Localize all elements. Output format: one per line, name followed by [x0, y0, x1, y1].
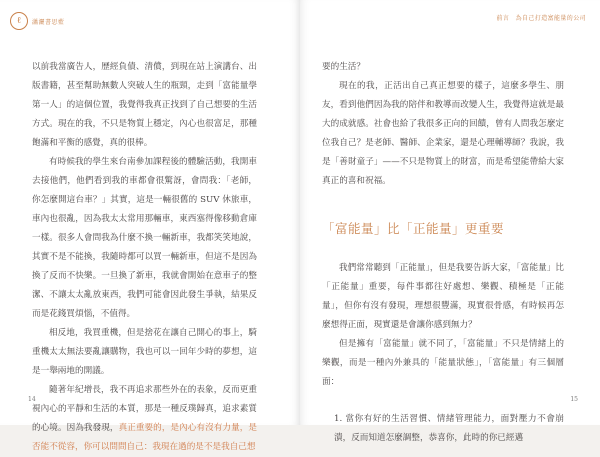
right-paragraph-2: 現在的我，正活出自己真正想要的樣子，這麼多學生、朋友，看到他們因為我的陪伴和教導而改變人生，我覺得這就是最大的成就感。社會也給了我很多正向的回饋，曾有人問我怎麼定位我自己？是老師、醫師、企業家，還是心理輔導師？我說，我是「善財童子」——不只是物質上的財富，而是希望能帶給大家真正的喜和祝福。 — [322, 81, 564, 186]
list-item-text: 1. 當你有好的生活習慣、情緒管理能力，面對壓力不會崩潰，反而知道怎麼調整，恭喜你，此時的你已經邁 — [334, 414, 564, 443]
book-logo-icon: ℓ — [10, 12, 28, 30]
left-paragraph-4-text: 隨著年紀增長，我不再追求那些外在的表象，反而更重視內心的平靜和生活的本質，那是一種反璞歸真，追求素質的心境。因為我發現， — [32, 385, 257, 433]
left-header-title: 瀟灑書思藍 — [32, 18, 65, 26]
page-number-left: 14 — [28, 396, 36, 403]
right-paragraph-4: 但是擁有「富能量」就不同了，「富能量」不只是情緒上的樂觀，而是一種內外兼具的「能量狀態」，「富能量」有三個層面： — [322, 339, 564, 387]
right-header-title: 前言 為自己打造富能量的公司 — [496, 15, 586, 22]
left-paragraph-2: 有時候我的學生來台南參加課程後的體驗活動，我開車去接他們，他們看到我的車都會很驚訝，會問我：「老師，你怎麼開這台車？」其實，這是一輛很舊的 SUV 休旅車，車內也很亂，因為我太太常用那輛車，東西塞得像移動倉庫一樣。很多人會問我為什麼不換一輛新車，我都笑笑地說，其實不是不能換，我隨時都可以買一輛新車，但這不是因為換了反而不快樂。一旦換了新車，我就會開始在意車子的整潔、不讓太太亂放東西，我們可能會因此發生爭執，結果反而是花錢買煩惱，不值得。 — [32, 157, 257, 319]
left-page-body — [32, 58, 257, 457]
right-paragraph-3: 我們常常聽到「正能量」，但是我要告訴大家，「富能量」比「正能量」重要，每件事都往好處想、樂觀、積極是「正能量」，但你有沒有發現，理想很豐滿，現實很骨感，有時候再怎麼想得正面，現實還是會讓你感到無力？ — [322, 263, 564, 330]
section-heading: 「富能量」比「正能量」更重要 — [322, 221, 505, 236]
left-paragraph-4 — [32, 381, 257, 457]
left-paragraph-3: 相反地，我買重機，但是捨花在讓自己開心的事上，騎重機太太無法要亂讓購物，我也可以一回年少時的夢想，這是一舉兩地的開議。 — [32, 328, 257, 376]
right-paragraph-1: 要的生活？ — [322, 62, 365, 72]
right-page-body — [322, 58, 564, 448]
left-paragraph-1: 以前我當廣告人，歷經負債、清償，到現在站上演講台、出版書籍，甚至幫助無數人突破人生的瓶頸，走到「富能量學第一人」的這個位置，我覺得我真正找到了自己想要的生活方式。現在的我，不只是物質上穩定，內心也很富足，那種飽滿和平衡的感覺，真的很棒。 — [32, 62, 257, 148]
page-number-right: 15 — [570, 396, 578, 403]
list-item — [322, 410, 564, 448]
highlighted-quote: 真正重要的，是內心有沒有力量，是否能不從容，你可以問問自己：我現在過的是不是我自己想 — [32, 423, 257, 452]
left-page — [0, 0, 300, 452]
left-page-header — [10, 12, 65, 30]
right-page — [300, 0, 600, 443]
